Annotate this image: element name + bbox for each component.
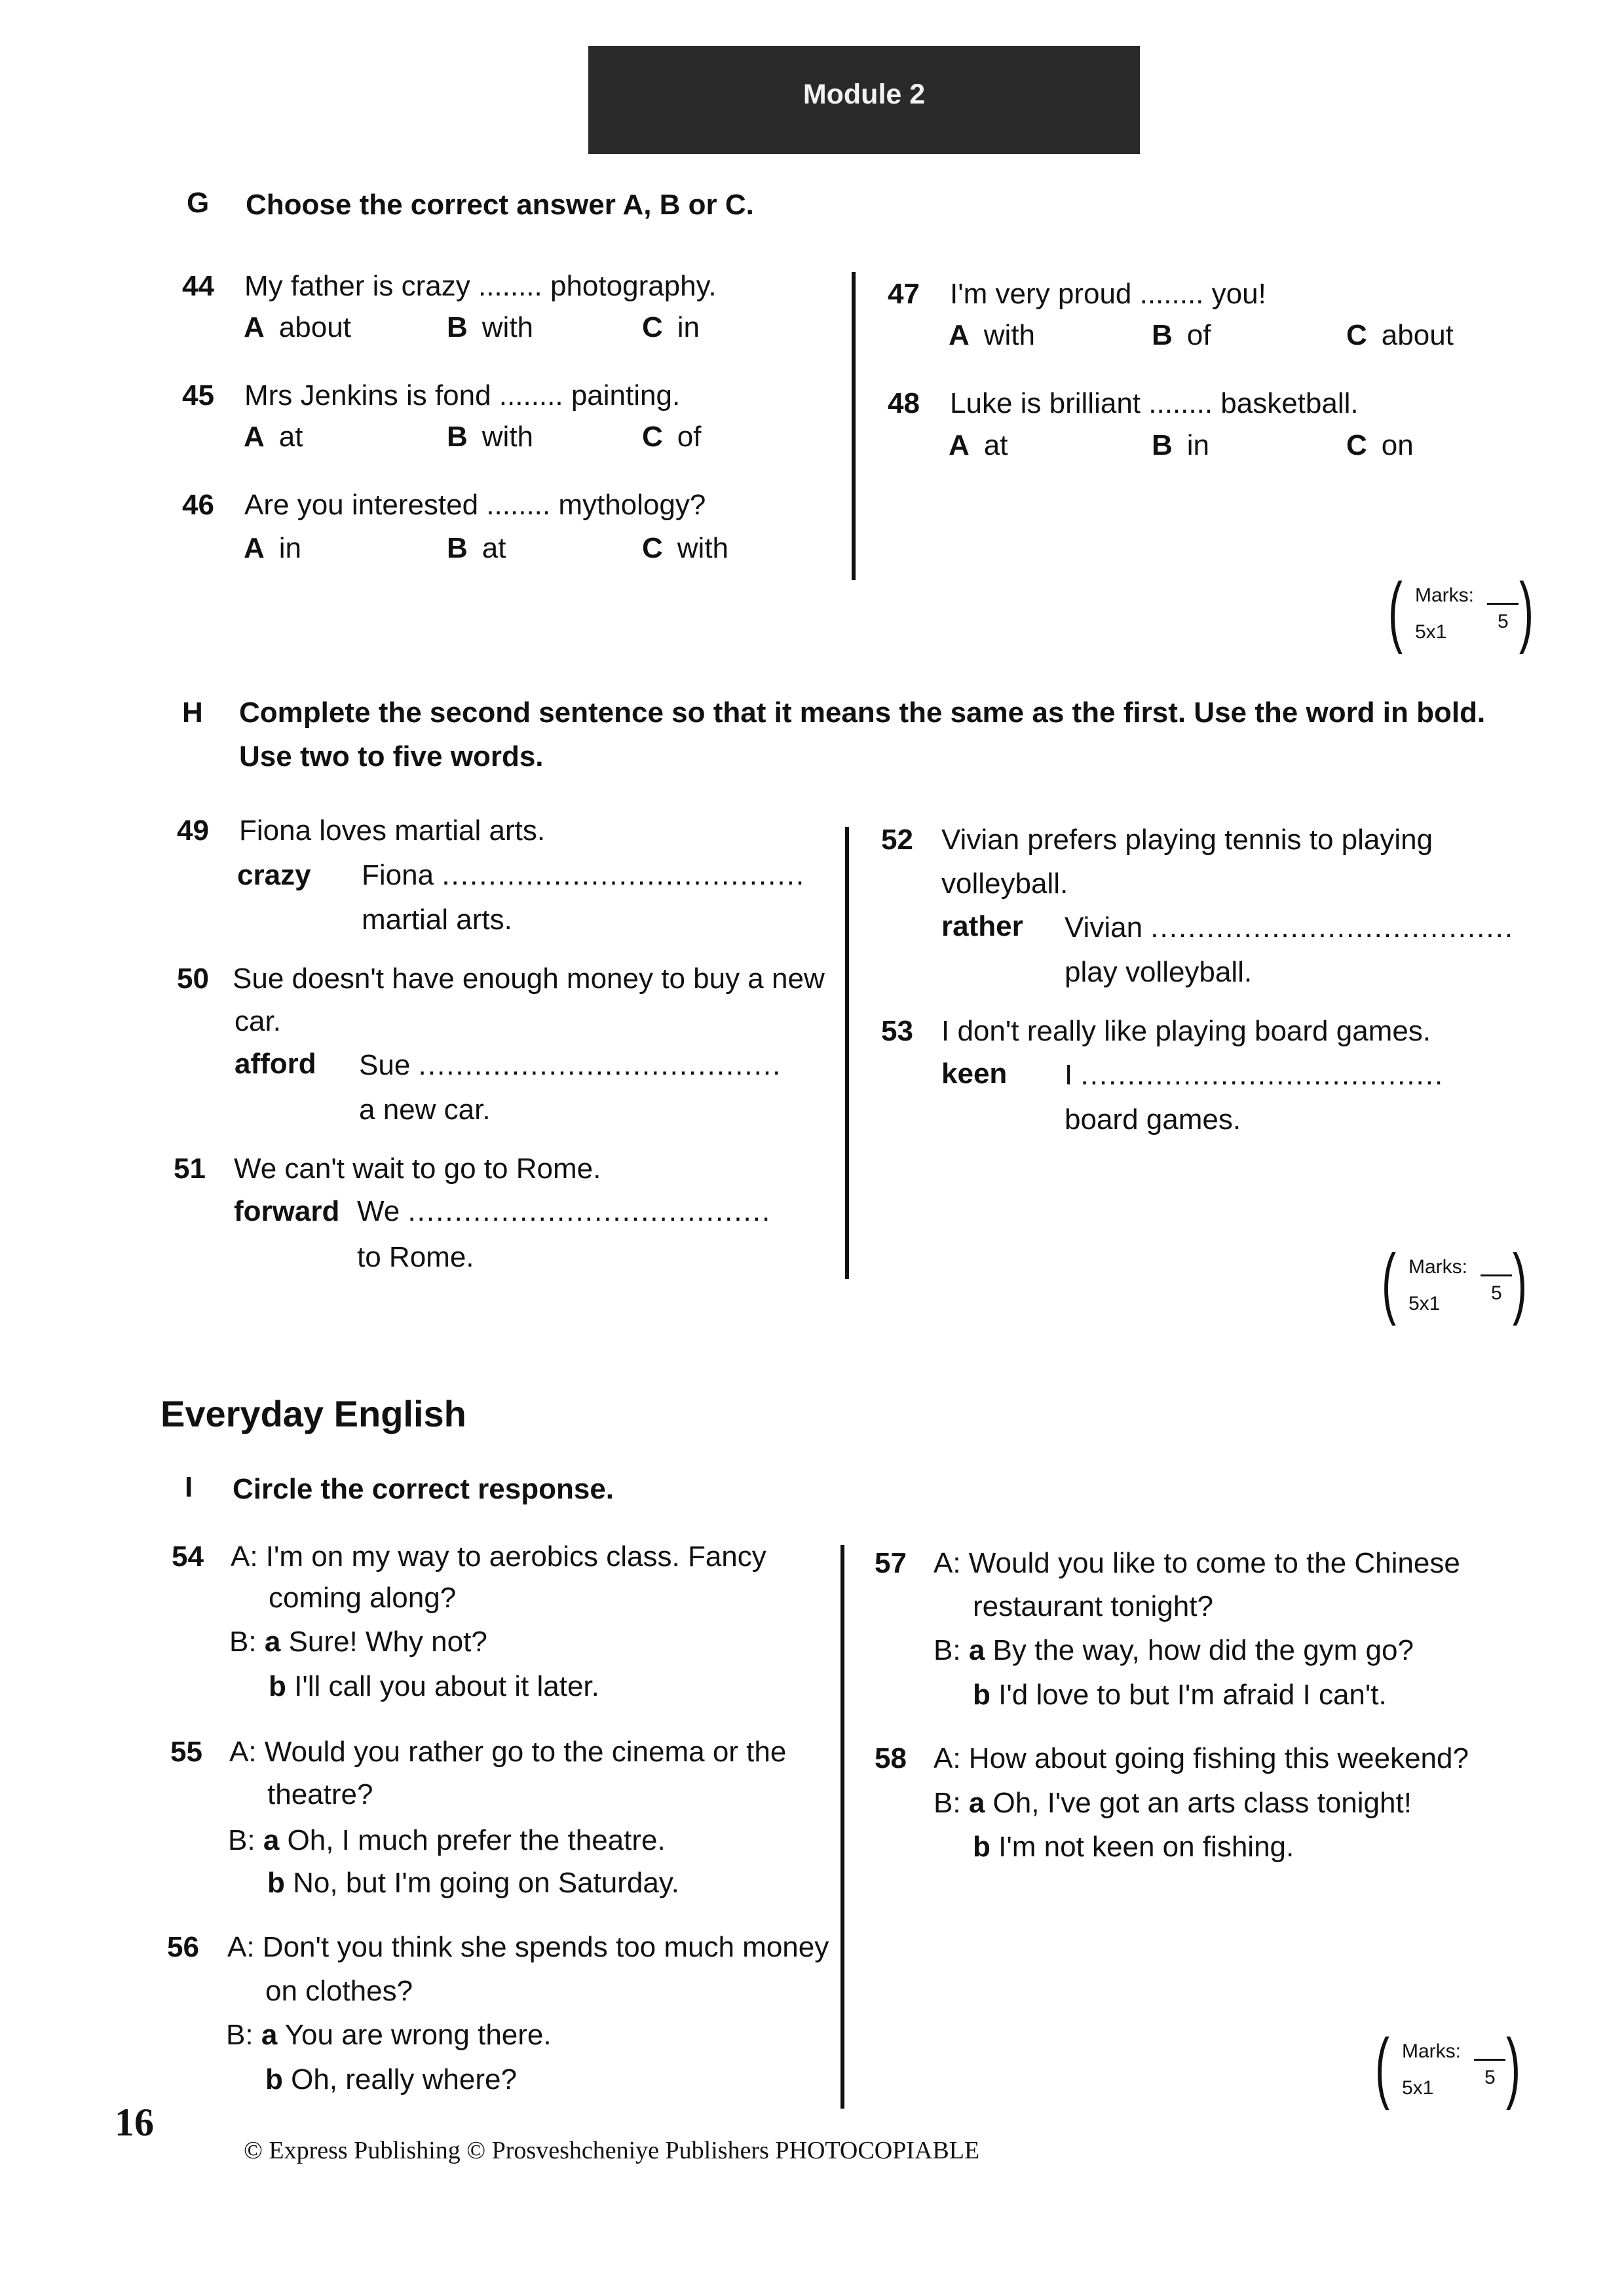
marks-box: ( ) Marks: 5x1 5 xyxy=(1374,2023,1521,2111)
option-c[interactable]: C on xyxy=(1346,429,1414,461)
response-b[interactable]: b I'm not keen on fishing. xyxy=(973,1831,1294,1863)
dialogue-line: coming along? xyxy=(269,1582,457,1614)
answer-line[interactable]: Sue ....................................... xyxy=(359,1049,782,1081)
key-word: crazy xyxy=(237,859,311,891)
response-a[interactable]: B: a By the way, how did the gym go? xyxy=(934,1634,1414,1666)
answer-line[interactable]: I ....................................... xyxy=(1065,1059,1445,1091)
module-title: Module 2 xyxy=(803,79,926,110)
column-divider xyxy=(845,827,849,1279)
option-c[interactable]: C with xyxy=(642,532,729,564)
key-word: rather xyxy=(941,910,1023,942)
question-52: 52 Vivian prefers playing tennis to playing xyxy=(881,824,1433,856)
question-56: 56 A: Don't you think she spends too much money xyxy=(167,1931,829,1963)
dialogue-line: theatre? xyxy=(267,1778,373,1810)
option-c[interactable]: C in xyxy=(642,311,700,343)
option-b[interactable]: B in xyxy=(1152,429,1210,461)
question-57: 57 A: Would you like to come to the Chinese xyxy=(875,1547,1460,1579)
option-c[interactable]: C about xyxy=(1346,319,1454,351)
dialogue-line: restaurant tonight? xyxy=(973,1590,1213,1622)
response-b[interactable]: b No, but I'm going on Saturday. xyxy=(267,1867,679,1899)
option-b[interactable]: B at xyxy=(447,532,506,564)
marks-box: ( ) Marks: 5x1 5 xyxy=(1381,1238,1528,1326)
question-50: 50 Sue doesn't have enough money to buy a new xyxy=(177,963,825,995)
marks-box: ( ) Marks: 5x1 5 xyxy=(1388,567,1534,655)
response-a[interactable]: B: a You are wrong there. xyxy=(226,2019,552,2051)
section-h-instruction-1: Complete the second sentence so that it means the same as the first. Use the word in bold. xyxy=(239,697,1486,729)
section-h-letter: H xyxy=(182,697,203,729)
section-i-letter: I xyxy=(185,1471,193,1503)
question-text: car. xyxy=(235,1005,281,1037)
section-g-letter: G xyxy=(187,187,210,219)
page-number: 16 xyxy=(115,2101,154,2144)
option-a[interactable]: A at xyxy=(949,429,1008,461)
response-b[interactable]: b I'd love to but I'm afraid I can't. xyxy=(973,1679,1387,1711)
option-a[interactable]: A in xyxy=(244,532,302,564)
option-a[interactable]: A with xyxy=(949,319,1036,351)
module-header xyxy=(588,46,1140,154)
section-i-instruction: Circle the correct response. xyxy=(233,1473,614,1505)
question-44: 44 My father is crazy ........ photography. xyxy=(182,270,717,302)
option-a[interactable]: A at xyxy=(244,421,303,453)
question-55: 55 A: Would you rather go to the cinema or the xyxy=(170,1736,787,1768)
sentence-end: martial arts. xyxy=(362,904,512,936)
sentence-end: to Rome. xyxy=(357,1241,474,1273)
section-heading: Everyday English xyxy=(161,1393,466,1434)
option-b[interactable]: B with xyxy=(447,421,534,453)
answer-line[interactable]: We ....................................... xyxy=(357,1195,772,1227)
copyright: © Express Publishing © Prosveshcheniye Publishers PHOTOCOPIABLE xyxy=(244,2137,980,2164)
section-h-instruction-2: Use two to five words. xyxy=(239,740,544,773)
question-51: 51 We can't wait to go to Rome. xyxy=(174,1153,601,1185)
section-g-instruction: Choose the correct answer A, B or C. xyxy=(246,189,754,221)
column-divider xyxy=(840,1545,844,2109)
response-a[interactable]: B: a Oh, I much prefer the theatre. xyxy=(228,1824,666,1856)
question-text: volleyball. xyxy=(941,868,1068,900)
question-45: 45 Mrs Jenkins is fond ........ painting. xyxy=(182,379,681,411)
question-48: 48 Luke is brilliant ........ basketball. xyxy=(888,387,1359,419)
question-46: 46 Are you interested ........ mythology? xyxy=(182,489,706,521)
question-58: 58 A: How about going fishing this weekend? xyxy=(875,1742,1469,1774)
option-c[interactable]: C of xyxy=(642,421,702,453)
dialogue-line: on clothes? xyxy=(265,1975,413,2007)
question-47: 47 I'm very proud ........ you! xyxy=(888,278,1266,310)
question-54: 54 A: I'm on my way to aerobics class. Fancy xyxy=(172,1540,766,1573)
response-b[interactable]: b I'll call you about it later. xyxy=(269,1670,599,1702)
response-a[interactable]: B: a Sure! Why not? xyxy=(229,1626,487,1658)
answer-line[interactable]: Fiona ....................................... xyxy=(362,859,806,891)
sentence-end: a new car. xyxy=(359,1094,491,1126)
sentence-end: board games. xyxy=(1065,1103,1241,1136)
option-b[interactable]: B of xyxy=(1152,319,1211,351)
response-b[interactable]: b Oh, really where? xyxy=(265,2063,517,2095)
answer-line[interactable]: Vivian ....................................... xyxy=(1065,911,1515,944)
key-word: forward xyxy=(234,1195,340,1227)
response-a[interactable]: B: a Oh, I've got an arts class tonight! xyxy=(934,1787,1412,1819)
key-word: keen xyxy=(941,1058,1008,1090)
key-word: afford xyxy=(235,1048,316,1080)
option-a[interactable]: A about xyxy=(244,311,351,343)
column-divider xyxy=(852,272,856,580)
question-49: 49 Fiona loves martial arts. xyxy=(177,814,546,847)
option-b[interactable]: B with xyxy=(447,311,534,343)
question-53: 53 I don't really like playing board games. xyxy=(881,1015,1431,1047)
sentence-end: play volleyball. xyxy=(1065,956,1253,988)
